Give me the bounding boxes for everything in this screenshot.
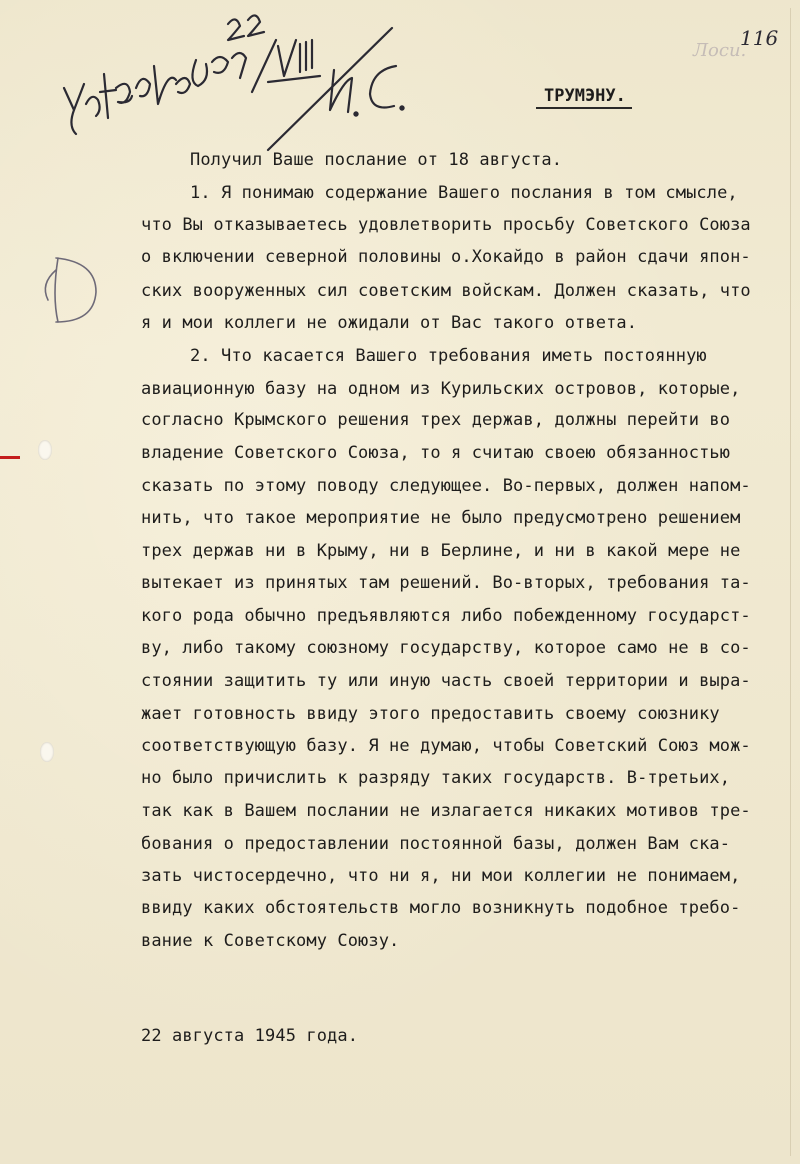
body-line: вытекает из принятых там решений. Во-вторых, требования та- [141,573,751,593]
body-line: ских вооруженных сил советским войскам. Должен сказать, что [141,281,751,301]
body-line: соответствующую базу. Я не думаю, чтобы Советский Союз мож- [141,736,751,756]
addressee-heading: ТРУМЭНУ. [544,86,626,106]
body-line: ву, либо такому союзному государству, которое само не в со- [141,638,751,658]
page-number: 116 [740,26,779,50]
body-line: сказать по этому поводу следующее. Во-первых, должен напом- [141,476,751,496]
body-line: так как в Вашем послании не излагается никаких мотивов тре- [141,801,751,821]
body-line: трех держав ни в Крыму, ни в Берлине, и ни в какой мере не [141,541,741,561]
body-line: Получил Ваше послание от 18 августа. [190,150,563,170]
body-line: я и мои коллеги не ожидали от Вас такого ответа. [141,313,638,333]
date-line: 22 августа 1945 года. [141,1026,359,1046]
punch-hole [40,742,54,762]
body-line: но было причислить к разряду таких государств. В-третьих, [141,768,731,788]
body-line: зать чистосердечно, что ни я, ни мои коллегии не понимаем, [141,866,741,886]
addressee-underline [536,107,632,109]
body-line: 2. Что касается Вашего требования иметь постоянную [190,346,707,366]
body-line: вание к Советскому Союзу. [141,931,400,951]
body-line: владение Советского Союза, то я считаю своею обязанностью [141,443,731,463]
red-margin-mark [0,456,20,459]
body-line: стоянии защитить ту или иную часть своей территории и выра- [141,671,751,691]
body-line: 1. Я понимаю содержание Вашего послания в том смысле, [190,183,738,203]
faint-pencil-note: Лоси. [693,40,747,61]
punch-hole [38,440,52,460]
body-line: кого рода обычно предъявляются либо побежденному государст- [141,606,751,626]
body-line: что Вы отказываетесь удовлетворить просьбу Советского Союза [141,215,751,235]
body-line: ввиду каких обстоятельств могло возникнуть подобное требо- [141,898,741,918]
body-line: нить, что такое мероприятие не было предусмотрено решением [141,508,741,528]
body-line: жает готовность ввиду этого предоставить своему союзнику [141,704,720,724]
body-line: бования о предоставлении постоянной базы, должен Вам ска- [141,834,731,854]
body-line: о включении северной половины о.Хокайдо в район сдачи япон- [141,247,751,267]
body-line: авиационную базу на одном из Курильских островов, которые, [141,379,741,399]
body-line: согласно Крымского решения трех держав, должны перейти во [141,410,731,430]
